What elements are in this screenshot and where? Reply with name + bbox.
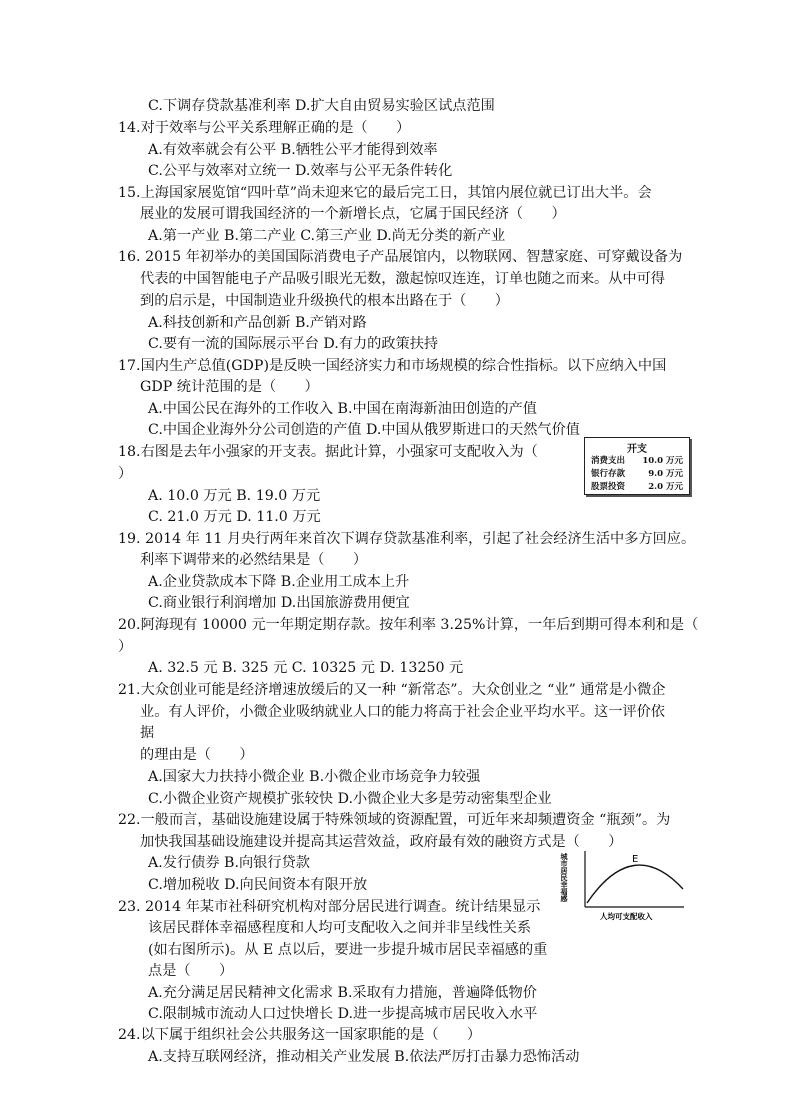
expense-row [585,455,689,468]
happiness-income-graph [558,845,688,925]
x-axis-label: 人均可支配收入 [600,912,653,921]
q14-options-ab: A.有效率就会有公平 B.牺牲公平才能得到效率 [148,142,438,158]
expense-label: 股票投资 [591,482,626,492]
happiness-curve [587,865,683,903]
q18-stem-1: 18.右图是去年小强家的开支表。据此计算，小强家可支配收入为（ [118,444,538,460]
q23-options-cd: C.限制城市流动人口过快增长 D.进一步提高城市居民收入水平 [148,1006,538,1022]
expense-value: 2.0 万元 [648,482,683,492]
q20-stem-2: ） [118,639,133,655]
q16-options-ab: A.科技创新和产品创新 B.产销对路 [148,315,367,331]
q17-options-ab: A.中国公民在海外的工作收入 B.中国在南海新油田创造的产值 [148,401,537,417]
q15-options: A.第一产业 B.第二产业 C.第三产业 D.尚无分类的新产业 [148,228,506,244]
expense-row [585,468,689,481]
q18-stem-2: ） [118,466,133,482]
q24-stem: 24.以下属于组织社会公共服务这一国家职能的是（ ） [118,1027,482,1043]
q22-stem-1: 22.一般而言，基础设施建设属于特殊领域的资源配置，可近年来却频遭资金 “瓶颈”。为 [118,812,671,828]
q18-options-cd: C. 21.0 万元 D. 11.0 万元 [148,509,321,525]
q21-stem-2: 业。有人评价，小微企业吸纳就业人口的能力将高于社会企业平均水平。这一评价依 [140,704,665,720]
q20-options: A. 32.5 元 B. 325 元 C. 10325 元 D. 13250 元 [148,660,464,676]
q19-options-ab: A.企业贷款成本下降 B.企业用工成本上升 [148,574,410,590]
expense-row [585,481,689,494]
q14-stem: 14.对于效率与公平关系理解正确的是（ ） [118,120,411,136]
q21-options-cd: C.小微企业资产规模扩张较快 D.小微企业大多是劳动密集型企业 [148,791,552,807]
q22-options-cd: C.增加税收 D.向民间资本有限开放 [148,877,368,893]
q15-stem-2: 展业的发展可谓我国经济的一个新增长点，它属于国民经济（ ） [140,206,566,222]
point-e-label: E [632,854,639,865]
q18-options-ab: A. 10.0 万元 B. 19.0 万元 [148,488,321,504]
expense-table-title: 开支 [627,444,647,455]
q19-stem-1: 19. 2014 年 11 月央行两年来首次下调存贷款基准利率，引起了社会经济生活中多方回应。 [118,531,696,547]
q21-stem-1: 21.大众创业可能是经济增速放缓后的又一种 “新常态”。大众创业之 “业” 通常是小微企 [118,682,666,698]
q17-stem-1: 17.国内生产总值(GDP)是反映一国经济实力和市场规模的综合性指标。以下应纳入中国 [118,358,667,374]
q19-stem-2: 利率下调带来的必然结果是（ ） [140,552,368,568]
q23-stem-3: (如右图所示)。从 E 点以后，要进一步提升城市居民幸福感的重 [148,942,548,958]
q16-options-cd: C.要有一流的国际展示平台 D.有力的政策扶持 [148,336,439,352]
q23-stem-1: 23. 2014 年某市社科研究机构对部分居民进行调查。统计结果显示 [118,899,541,915]
q19-options-cd: C.商业银行利润增加 D.出国旅游费用便宜 [148,595,410,611]
q17-stem-2: GDP 统计范围的是（ ） [140,379,319,395]
q21-stem-3: 据 [140,725,155,741]
q23-options-ab: A.充分满足居民精神文化需求 B.采取有力措施，普遍降低物价 [148,985,537,1001]
q21-options-ab: A.国家大力扶持小微企业 B.小微企业市场竞争力较强 [148,769,481,785]
q14-options-cd: C.公平与效率对立统一 D.效率与公平无条件转化 [148,163,453,179]
expense-table [584,437,690,495]
expense-label: 消费支出 [591,456,626,466]
q16-stem-3: 到的启示是，中国制造业升级换代的根本出路在于（ ） [140,293,509,309]
q22-options-ab: A.发行债券 B.向银行贷款 [148,855,310,871]
q24-options-ab: A.支持互联网经济，推动相关产业发展 B.依法严厉打击暴力恐怖活动 [148,1049,580,1065]
q15-stem-1: 15.上海国家展览馆“四叶草”尚未迎来它的最后完工日，其馆内展位就已订出大半。会 [118,185,652,201]
expense-value: 9.0 万元 [648,469,683,479]
q23-stem-2: 该居民群体幸福感程度和人均可支配收入之间并非呈线性关系 [148,920,532,936]
expense-value: 10.0 万元 [642,456,683,466]
q21-stem-4: 的理由是（ ） [140,747,254,763]
q20-stem-1: 20.阿海现有 10000 元一年期定期存款。按年利率 3.25%计算，一年后到期可得本利和是（ [118,617,699,633]
q22-stem-2: 加快我国基础设施建设并提高其运营效益，政府最有效的融资方式是（ ） [140,834,623,850]
q16-stem-2: 代表的中国智能电子产品吸引眼光无数，激起惊叹连连，订单也随之而来。从中可得 [140,271,665,287]
y-axis-label: 城市居民幸福感 [560,853,568,902]
q17-options-cd: C.中国企业海外分公司创造的产值 D.中国从俄罗斯进口的天然气价值 [148,422,580,438]
expense-label: 银行存款 [591,469,626,479]
q13-options-cd: C.下调存贷款基准利率 D.扩大自由贸易实验区试点范围 [148,98,495,114]
q23-stem-4: 点是（ ） [148,963,234,979]
q16-stem-1: 16. 2015 年初举办的美国国际消费电子产品展馆内，以物联网、智慧家庭、可穿戴设备为 [118,249,683,265]
